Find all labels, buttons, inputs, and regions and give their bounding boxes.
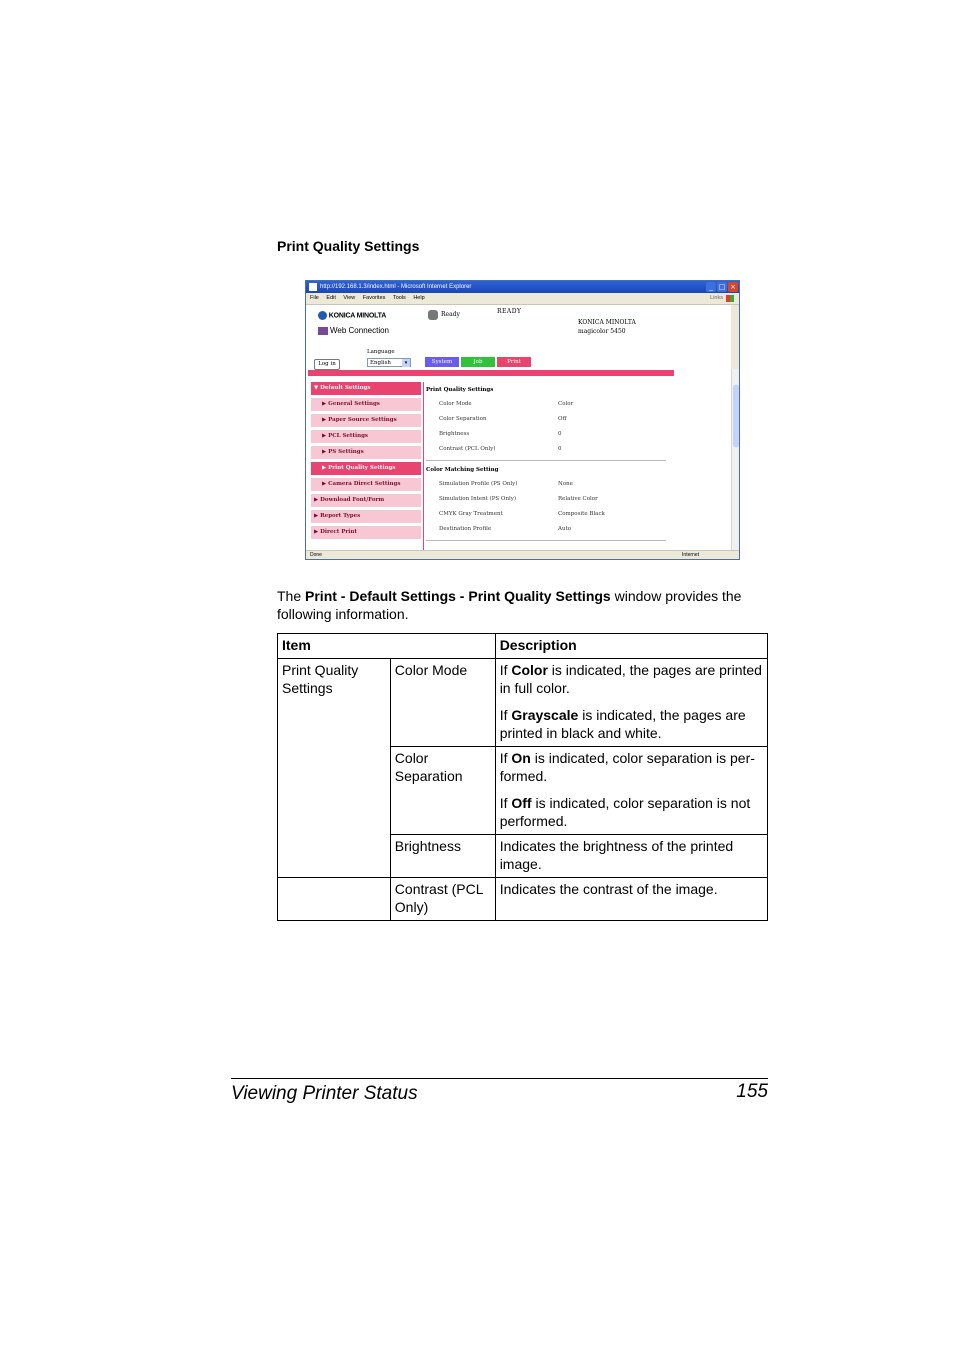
vertical-scrollbar[interactable] [731, 369, 740, 550]
menu-file[interactable]: File [310, 295, 319, 301]
pagescope-icon [318, 327, 328, 335]
tab-system[interactable]: System [425, 357, 459, 367]
header-divider [308, 370, 674, 376]
ie-icon [309, 283, 317, 291]
row-label: Simulation Profile (PS Only) [439, 481, 518, 487]
row-value: Composite Black [558, 511, 605, 517]
close-icon[interactable]: × [728, 282, 738, 292]
tab-print[interactable]: Print [497, 357, 531, 367]
menu-edit[interactable]: Edit [326, 295, 336, 301]
printer-status-icon [428, 310, 438, 320]
row-value: None [558, 481, 573, 487]
group-label: Print Quality Settings [278, 659, 391, 878]
language-value: English [370, 360, 391, 366]
item-label: Color Separation [390, 747, 495, 835]
table-row [278, 659, 768, 747]
row-value: Relative Color [558, 496, 598, 502]
item-label: Contrast (PCL Only) [390, 878, 495, 921]
item-label: Color Mode [390, 659, 495, 747]
row-value: Auto [558, 526, 572, 532]
row-label: Color Separation [439, 416, 487, 422]
printer-status-text: READY [497, 308, 522, 315]
window-title: http://192.168.1.3/index.html - Microsoft Internet Explorer [320, 284, 472, 290]
minimize-icon[interactable]: _ [706, 282, 716, 292]
color-matching-title: Color Matching Setting [426, 467, 499, 473]
table-header-row [278, 634, 768, 659]
item-description: Indicates the brightness of the printed image. [495, 835, 767, 878]
browser-statusbar [306, 550, 739, 560]
konica-logo-icon [318, 311, 327, 320]
menu-tools[interactable]: Tools [392, 295, 406, 301]
page-number: 155 [736, 1081, 768, 1102]
row-value: 0 [558, 446, 562, 452]
web-connection-label: Web Connection [330, 326, 389, 335]
row-label: Color Mode [439, 401, 472, 407]
sidebar-item-general-settings[interactable]: ▶ General Settings [311, 398, 421, 411]
web-connection-logo [318, 326, 389, 335]
item-description: If On is indicated, color separation is per-formed. If Off is indicated, color separation is not performed. [495, 747, 767, 835]
web-page [306, 305, 731, 550]
row-label: Contrast (PCL Only) [439, 446, 496, 452]
ready-label: Ready [441, 311, 460, 318]
row-value: Off [558, 416, 567, 422]
sidebar-item-report-types[interactable]: ▶ Report Types [311, 510, 421, 523]
row-value: Color [558, 401, 574, 407]
browser-screenshot [305, 280, 740, 560]
scrollbar-thumb[interactable] [733, 385, 739, 447]
intro-paragraph [277, 587, 767, 623]
sidebar-item-print-quality-settings[interactable]: ▶ Print Quality Settings [311, 462, 421, 475]
windows-logo-icon [726, 295, 734, 302]
sidebar-item-paper-source-settings[interactable]: ▶ Paper Source Settings [311, 414, 421, 427]
row-label: Destination Profile [439, 526, 492, 532]
menu-favorites[interactable]: Favorites [362, 295, 386, 301]
sidebar-item-direct-print[interactable]: ▶ Direct Print [311, 526, 421, 539]
printer-brand: KONICA MINOLTA [578, 319, 636, 326]
intro-bold: Print - Default Settings - Print Quality Settings [305, 588, 611, 604]
brand-logo [318, 311, 386, 320]
status-zone: Internet [682, 552, 699, 558]
item-description: If Color is indicated, the pages are printed in full color. If Grayscale is indicated, the pages are printed in black and white. [495, 659, 767, 747]
menu-bar [306, 293, 739, 305]
links-button[interactable]: Links [710, 295, 723, 301]
header-item: Item [278, 634, 496, 659]
login-button[interactable]: Log in [314, 359, 340, 370]
chevron-down-icon: ▾ [402, 359, 410, 367]
empty-cell [278, 878, 391, 921]
sidebar-nav [311, 382, 421, 542]
footer-rule [231, 1078, 768, 1079]
tab-job[interactable]: Job [461, 357, 495, 367]
row-label: Brightness [439, 431, 470, 437]
info-table [277, 633, 768, 921]
section-separator [426, 460, 666, 461]
maximize-icon[interactable]: □ [718, 283, 726, 291]
section-separator [426, 540, 666, 541]
table-row [278, 878, 768, 921]
header-description: Description [495, 634, 767, 659]
section-title: Print Quality Settings [277, 238, 420, 254]
item-description: Indicates the contrast of the image. [495, 878, 767, 921]
printer-model: magicolor 5450 [578, 328, 626, 335]
brand-name: KONICA MINOLTA [328, 312, 387, 320]
content-divider [423, 382, 424, 550]
print-quality-title: Print Quality Settings [426, 387, 494, 393]
sidebar-item-pcl-settings[interactable]: ▶ PCL Settings [311, 430, 421, 443]
status-done: Done [310, 552, 322, 558]
footer-title: Viewing Printer Status [231, 1083, 418, 1104]
language-label: Language [367, 349, 395, 355]
menu-view[interactable]: View [343, 295, 356, 301]
row-label: CMYK Gray Treatment [439, 511, 503, 517]
menu-help[interactable]: Help [413, 295, 425, 301]
row-value: 0 [558, 431, 562, 437]
sidebar-item-default-settings[interactable]: ▼ Default Settings [311, 382, 421, 395]
sidebar-item-camera-direct-settings[interactable]: ▶ Camera Direct Settings [311, 478, 421, 491]
intro-text: window provides the following information. [277, 588, 742, 622]
item-label: Brightness [390, 835, 495, 878]
row-label: Simulation Intent (PS Only) [439, 496, 516, 502]
language-select[interactable] [367, 358, 411, 367]
sidebar-item-ps-settings[interactable]: ▶ PS Settings [311, 446, 421, 459]
intro-text: The [277, 588, 306, 604]
sidebar-item-download-font-form[interactable]: ▶ Download Font/Form [311, 494, 421, 507]
browser-titlebar [306, 281, 739, 293]
